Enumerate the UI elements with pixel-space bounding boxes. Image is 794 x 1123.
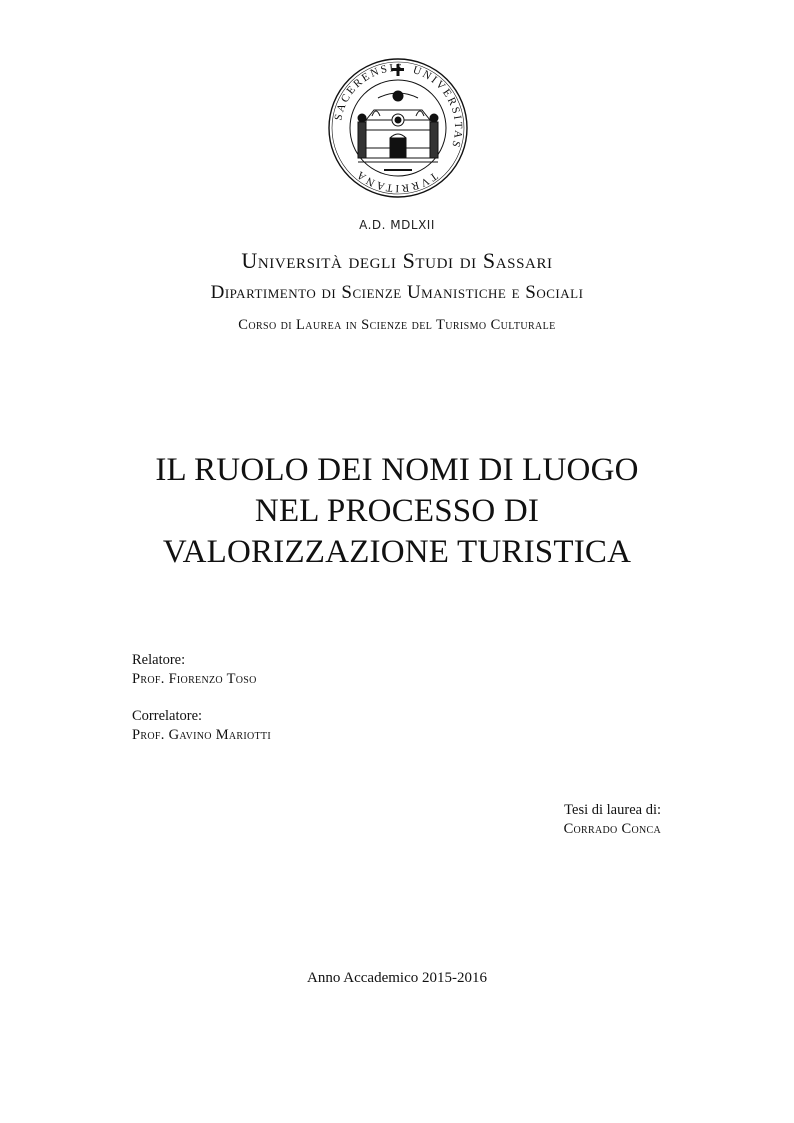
correlatore-name: Prof. Gavino Mariotti: [132, 727, 271, 743]
correlatore-block: [132, 707, 271, 745]
title-line: VALORIZZAZIONE TURISTICA: [162, 534, 632, 570]
relatore-label: Relatore:: [132, 652, 186, 668]
seal-text-left: SACERENSIS: [332, 61, 405, 122]
university-name: Università degli Studi di Sassari: [241, 248, 553, 273]
course-name: Corso di Laurea in Scienze del Turismo Culturale: [238, 317, 556, 333]
relatore-name: Prof. Fiorenzo Toso: [132, 671, 257, 687]
university-seal: [328, 58, 468, 198]
founding-date: A.D. MDLXII: [359, 218, 435, 232]
department-name: Dipartimento di Scienze Umanistiche e Sociali: [210, 282, 584, 303]
correlatore-label: Correlatore:: [132, 708, 203, 724]
title-line: NEL PROCESSO DI: [254, 493, 540, 529]
seal-text-right: UNIVERSITAS: [411, 64, 465, 151]
thesis-author-name: Corrado Conca: [563, 821, 661, 837]
title-line: IL RUOLO DEI NOMI DI LUOGO: [155, 452, 639, 488]
thesis-title: [0, 450, 794, 573]
academic-year: Anno Accademico 2015-2016: [307, 970, 487, 986]
seal-emblem-icon: [328, 58, 468, 198]
seal-text-bottom: TVRRITANA: [353, 167, 440, 195]
relatore-block: [132, 651, 257, 689]
seal-scene: [358, 91, 438, 170]
seal-ring-text: [332, 62, 404, 122]
thesis-author-label: Tesi di laurea di:: [564, 802, 661, 818]
thesis-author-block: [564, 801, 661, 839]
